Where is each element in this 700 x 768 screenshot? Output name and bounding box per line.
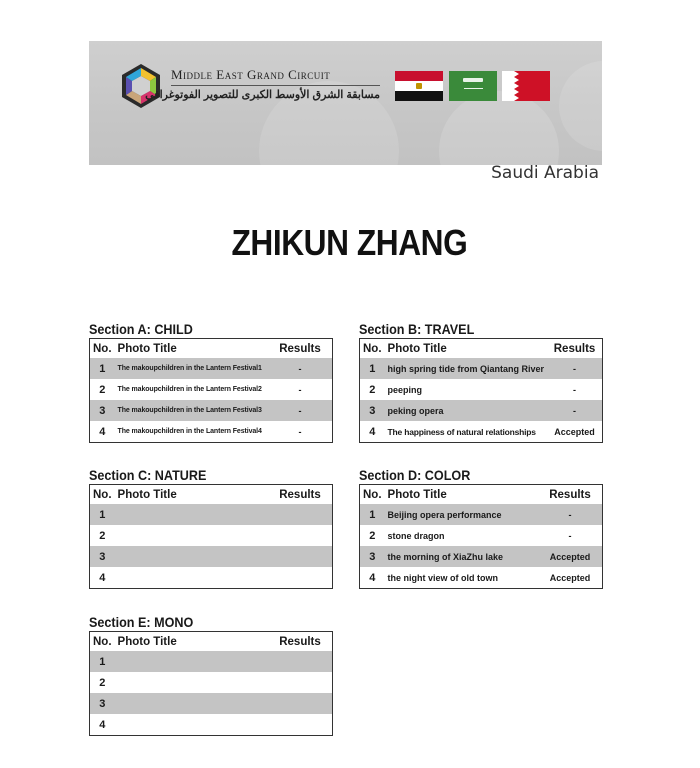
result (268, 693, 333, 714)
photo-title (115, 525, 268, 546)
row-number: 3 (360, 400, 385, 421)
country-label: Saudi Arabia (491, 163, 599, 183)
section-child (89, 320, 333, 443)
table-row (360, 421, 603, 443)
banner-bokeh (439, 91, 559, 165)
table-header-row (360, 339, 603, 359)
table-header-row (90, 632, 333, 652)
photo-title (115, 672, 268, 693)
row-number: 4 (99, 718, 106, 731)
row-number: 3 (90, 693, 115, 714)
column-header-title: Photo Title (385, 339, 548, 359)
column-header-title: Photo Title (115, 632, 268, 652)
photo-title: The makoupchildren in the Lantern Festival3 (115, 400, 268, 421)
result (268, 525, 333, 546)
table-row (90, 567, 333, 589)
column-header-no: No. (360, 339, 385, 359)
result: Accepted (538, 546, 603, 567)
table-row (90, 379, 333, 400)
table-row (360, 379, 603, 400)
column-header-results: Results (268, 485, 333, 505)
table-header-row (360, 485, 603, 505)
table-row (90, 546, 333, 567)
divider (171, 85, 380, 86)
organization-name-ar: مسابقة الشرق الأوسط الكبرى للتصوير الفوتوغرافي (145, 89, 380, 101)
photo-title: stone dragon (387, 530, 445, 541)
column-header-title: Photo Title (385, 485, 538, 505)
bahrain-flag-icon (502, 71, 550, 101)
row-number: 1 (360, 358, 385, 379)
saudi-arabia-flag-icon (449, 71, 497, 101)
section-nature (89, 466, 333, 589)
photo-title (115, 714, 268, 736)
section-title: Section A: CHILD (89, 321, 193, 337)
photo-title: peking opera (385, 400, 548, 421)
results-table (89, 631, 333, 736)
row-number: 2 (369, 383, 376, 396)
column-header-title: Photo Title (115, 485, 268, 505)
row-number: 3 (360, 546, 385, 567)
table-row (90, 504, 333, 525)
row-number: 3 (90, 546, 115, 567)
column-header-results: Results (538, 485, 603, 505)
section-title: Section C: NATURE (89, 467, 207, 483)
participant-name: ZHIKUN ZHANG (231, 222, 468, 263)
photo-title: The makoupchildren in the Lantern Festival4 (117, 428, 262, 435)
result: - (573, 384, 577, 395)
table-row (90, 714, 333, 736)
row-number: 1 (90, 504, 115, 525)
results-table (89, 484, 333, 589)
photo-title (115, 546, 268, 567)
photo-title: Beijing opera performance (385, 504, 538, 525)
row-number: 2 (99, 529, 106, 542)
row-number: 1 (90, 651, 115, 672)
result (268, 504, 333, 525)
egypt-flag-icon (395, 71, 443, 101)
result: - (538, 504, 603, 525)
row-number: 1 (90, 358, 115, 379)
result: - (568, 530, 572, 541)
photo-title (115, 504, 268, 525)
result (268, 546, 333, 567)
photo-title: The makoupchildren in the Lantern Festival2 (117, 386, 262, 393)
table-row (90, 421, 333, 443)
column-header-results: Results (547, 339, 602, 359)
photo-title: The happiness of natural relationships (387, 426, 536, 437)
organization-name-en: Middle East Grand Circuit (171, 67, 331, 82)
section-color (359, 466, 603, 589)
photo-title: high spring tide from Qiantang River (385, 358, 548, 379)
column-header-no: No. (360, 485, 385, 505)
banner-bokeh (559, 61, 602, 151)
result (268, 672, 333, 693)
table-row (360, 504, 603, 525)
result: - (268, 358, 333, 379)
table-row (90, 693, 333, 714)
result (268, 714, 333, 736)
photo-title (115, 567, 268, 589)
results-table (359, 338, 603, 443)
table-row (360, 525, 603, 546)
result: - (547, 400, 602, 421)
result: Accepted (554, 426, 595, 437)
column-header-no: No. (90, 632, 115, 652)
photo-title: the morning of XiaZhu lake (385, 546, 538, 567)
row-number: 4 (99, 425, 106, 438)
table-row (90, 651, 333, 672)
result: Accepted (549, 572, 591, 583)
section-mono (89, 613, 333, 736)
result: - (268, 400, 333, 421)
result (268, 567, 333, 589)
results-table (89, 338, 333, 443)
column-header-results: Results (268, 339, 333, 359)
column-header-no: No. (90, 485, 115, 505)
row-number: 3 (90, 400, 115, 421)
table-row (360, 400, 603, 421)
row-number: 1 (360, 504, 385, 525)
section-title: Section D: COLOR (359, 467, 471, 483)
row-number: 4 (369, 571, 376, 584)
column-header-no: No. (90, 339, 115, 359)
column-header-title: Photo Title (115, 339, 268, 359)
row-number: 2 (99, 383, 106, 396)
header-banner (89, 41, 602, 165)
result: - (298, 384, 302, 395)
row-number: 4 (99, 571, 106, 584)
photo-title (115, 693, 268, 714)
hexagon-aperture-logo-icon (120, 63, 162, 109)
table-row (90, 358, 333, 379)
column-header-results: Results (268, 632, 333, 652)
table-header-row (90, 339, 333, 359)
section-travel (359, 320, 603, 443)
table-row (90, 672, 333, 693)
row-number: 2 (99, 676, 106, 689)
section-title: Section E: MONO (89, 614, 194, 630)
table-row (360, 567, 603, 589)
result: - (298, 426, 302, 437)
row-number: 2 (369, 529, 376, 542)
photo-title (115, 651, 268, 672)
photo-title: The makoupchildren in the Lantern Festival1 (115, 358, 268, 379)
table-header-row (90, 485, 333, 505)
table-row (360, 546, 603, 567)
table-row (90, 400, 333, 421)
section-title: Section B: TRAVEL (359, 321, 475, 337)
results-table (359, 484, 603, 589)
result: - (547, 358, 602, 379)
result (268, 651, 333, 672)
photo-title: peeping (387, 384, 423, 395)
table-row (360, 358, 603, 379)
row-number: 4 (369, 425, 376, 438)
photo-title: the night view of old town (387, 572, 499, 583)
table-row (90, 525, 333, 546)
